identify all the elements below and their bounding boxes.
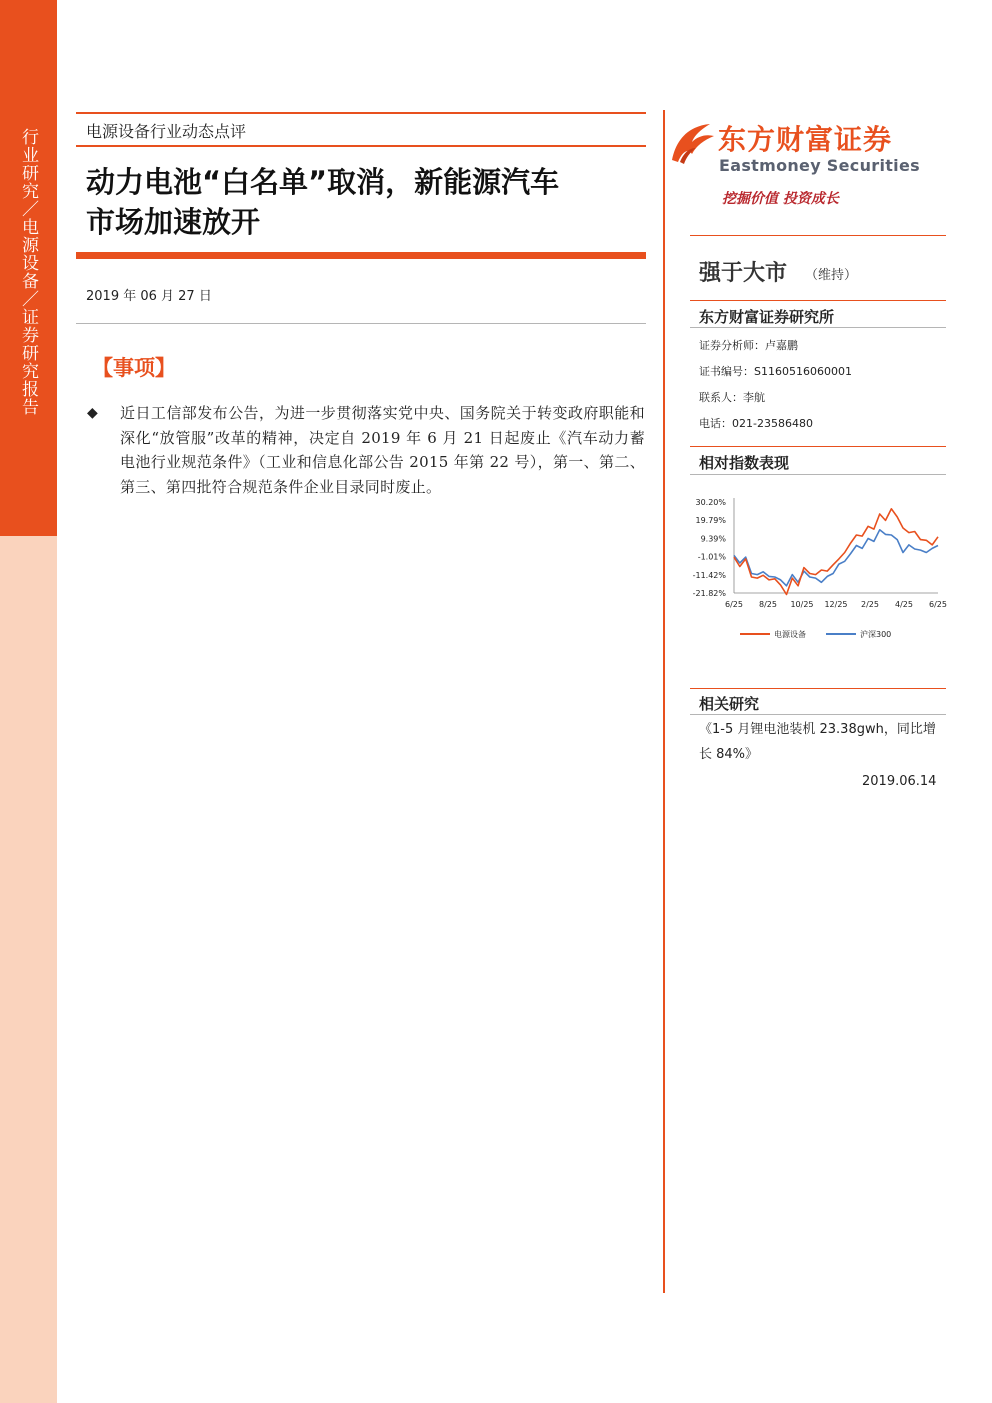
chart-x-tick-label: 2/25 <box>861 600 879 609</box>
analyst-phone: 电话：021-23586480 <box>699 417 813 430</box>
institute-name: 东方财富证券研究所 <box>699 308 835 326</box>
sidebar-band-light <box>0 536 57 1403</box>
institute-bottom-rule <box>690 327 946 328</box>
brand-name-cn: 东方财富证券 <box>718 123 893 156</box>
report-date: 2019 年 06 月 27 日 <box>86 289 212 304</box>
chart-y-tick-label: 19.79% <box>695 516 726 526</box>
chart-y-tick-label: 9.39% <box>700 534 726 544</box>
report-title <box>86 162 646 242</box>
sidebar-category-text: 行业研究／电源设备／证券研究报告 <box>18 128 38 416</box>
relative-index-chart <box>688 490 950 650</box>
report-type: 电源设备行业动态点评 <box>86 122 247 141</box>
chart-x-tick-label: 8/25 <box>759 600 777 609</box>
report-title-line1: 动力电池“白名单”取消，新能源汽车 <box>86 165 560 199</box>
rating-sub: （维持） <box>805 268 858 283</box>
title-bottom-bar <box>76 252 646 259</box>
chart-series-line <box>734 509 938 595</box>
analyst-cert: 证书编号：S1160516060001 <box>699 365 852 378</box>
related-report-title[interactable]: 《1-5 月锂电池装机 23.38gwh，同比增长 84%》 <box>699 722 936 762</box>
chart-x-tick-label: 6/25 <box>929 600 947 609</box>
related-heading: 相关研究 <box>699 695 760 713</box>
chart-x-tick-label: 6/25 <box>725 600 743 609</box>
chart-x-tick-label: 4/25 <box>895 600 913 609</box>
chart-top-rule <box>690 446 946 447</box>
chart-legend-label: 电源设备 <box>774 630 806 639</box>
date-divider <box>76 323 646 324</box>
chart-heading: 相对指数表现 <box>699 454 790 472</box>
header-mid-rule <box>76 145 646 147</box>
chart-heading-rule <box>690 474 946 475</box>
related-heading-rule <box>690 714 946 715</box>
brand-slogan: 挖掘价值 投资成长 <box>722 191 839 207</box>
chart-y-tick-label: -21.82% <box>692 589 726 598</box>
chart-y-tick-label: 30.20% <box>695 498 726 507</box>
body-paragraph: 近日工信部发布公告，为进一步贯彻落实党中央、国务院关于转变政府职能和深化“放管服”改革的精神，决定自 2019 年 6 月 21 日起废止《汽车动力蓄电池行业规范条件》（工业和信息化部公告 2015 年第 22 号），第一、第二、第三、第四批符合规范条件企业目录同时废止。 <box>120 404 645 496</box>
bullet-diamond-icon: ◆ <box>87 405 98 421</box>
brand-logo-icon <box>668 118 718 168</box>
chart-x-tick-label: 12/25 <box>824 600 848 609</box>
rating-label: 强于大市 <box>699 261 788 286</box>
section-heading: 【事项】 <box>92 355 176 380</box>
rating-top-rule <box>690 235 946 236</box>
chart-legend-label: 沪深300 <box>860 630 892 639</box>
analyst-name: 证券分析师：卢嘉鹏 <box>699 339 798 352</box>
analyst-contact: 联系人：李航 <box>699 391 765 404</box>
report-title-line2: 市场加速放开 <box>86 205 261 239</box>
column-divider <box>663 110 665 1293</box>
brand-name-en: Eastmoney Securities <box>719 156 920 175</box>
related-top-rule <box>690 688 946 689</box>
header-top-rule <box>76 112 646 114</box>
chart-y-tick-label: -1.01% <box>697 552 726 562</box>
related-report-date: 2019.06.14 <box>862 774 937 789</box>
chart-x-tick-label: 10/25 <box>790 600 814 609</box>
institute-top-rule <box>690 300 946 301</box>
chart-y-tick-label: -11.42% <box>692 570 726 580</box>
